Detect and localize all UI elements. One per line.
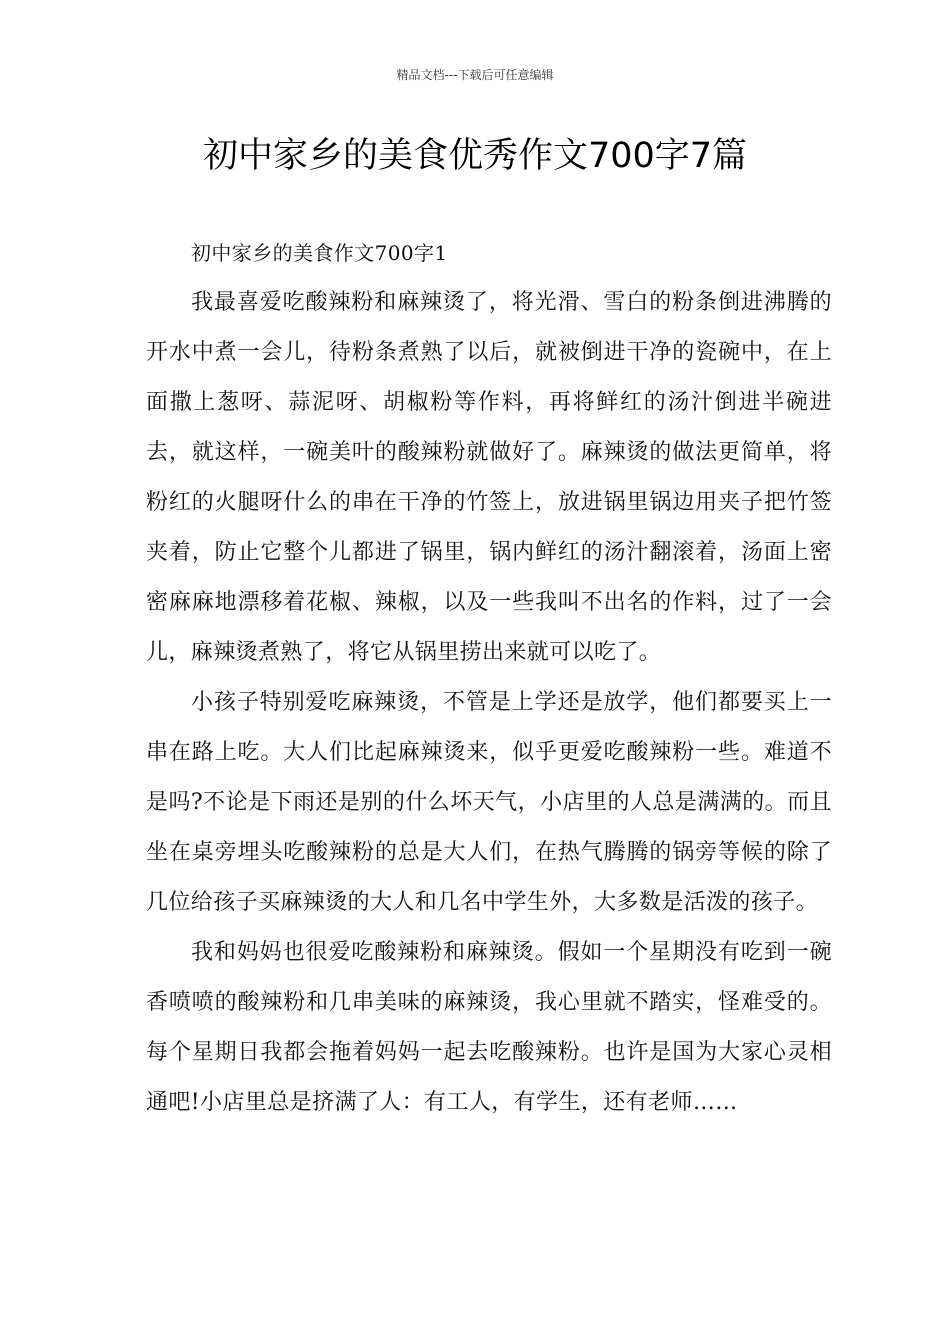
paragraph-3: 我和妈妈也很爱吃酸辣粉和麻辣烫。假如一个星期没有吃到一碗香喷喷的酸辣粉和几串美味的麻辣烫，我心里就不踏实，怪难受的。每个星期日我都会拖着妈妈一起去吃酸辣粉。也许是国为大家心灵相通吧!小店里总是挤满了人：有工人，有学生，还有老师……	[146, 940, 832, 1115]
header-note: 精品文档---下载后可任意编辑	[396, 68, 554, 82]
paragraph-1: 我最喜爱吃酸辣粉和麻辣烫了，将光滑、雪白的粉条倒进沸腾的开水中煮一会儿，待粉条煮熟了以后，就被倒进干净的瓷碗中，在上面撒上葱呀、蒜泥呀、胡椒粉等作料，再将鲜红的汤汁倒进半碗进去，就这样，一碗美叶的酸辣粉就做好了。麻辣烫的做法更简单，将粉红的火腿呀什么的串在干净的竹签上，放进锅里锅边用夹子把竹签夹着，防止它整个儿都进了锅里，锅内鲜红的汤汁翻滚着，汤面上密密麻麻地漂移着花椒、辣椒，以及一些我叫不出名的作料，过了一会儿，麻辣烫煮熟了，将它从锅里捞出来就可以吃了。	[146, 290, 832, 665]
document-body	[146, 228, 832, 1128]
paragraph-2: 小孩子特别爱吃麻辣烫，不管是上学还是放学，他们都要买上一串在路上吃。大人们比起麻辣烫来，似乎更爱吃酸辣粉一些。难道不是吗?不论是下雨还是别的什么坏天气，小店里的人总是满满的。而且坐在桌旁埋头吃酸辣粉的总是大人们，在热气腾腾的锅旁等候的除了几位给孩子买麻辣烫的大人和几名中学生外，大多数是活泼的孩子。	[146, 690, 832, 915]
essay-subheading: 初中家乡的美食作文700字1	[191, 241, 448, 265]
document-title: 初中家乡的美食优秀作文700字7篇	[202, 136, 748, 176]
